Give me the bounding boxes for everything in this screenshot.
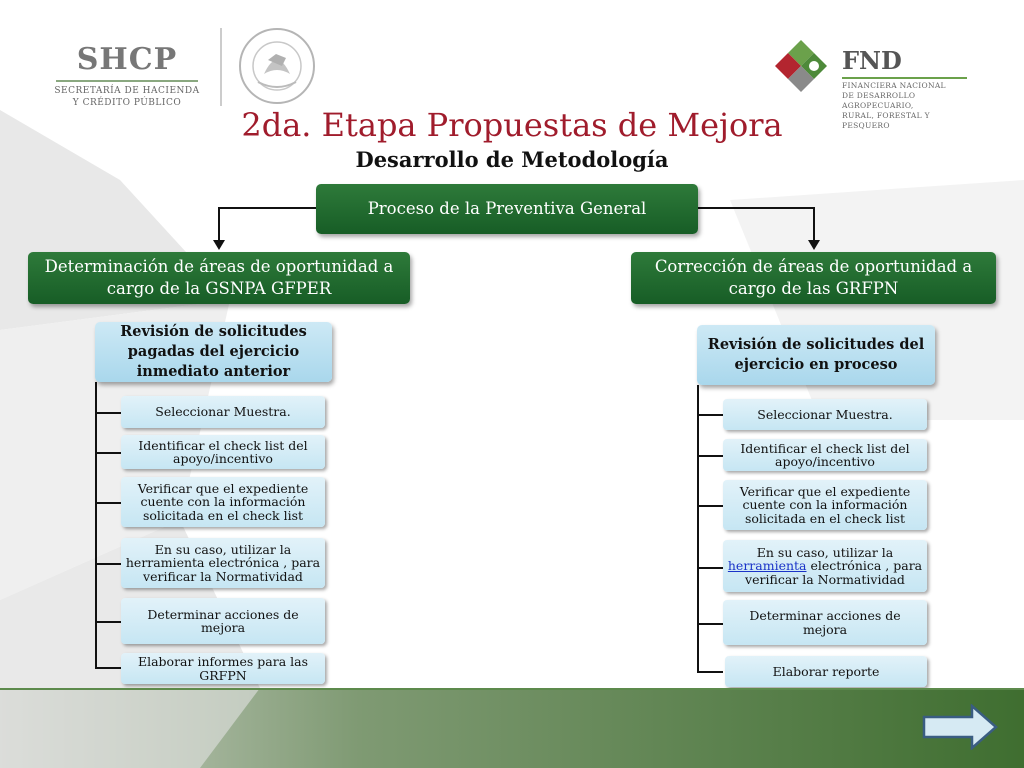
- connector: [218, 207, 318, 209]
- left-spine: [95, 382, 97, 668]
- left-step-5: Determinar acciones de mejora: [121, 598, 325, 644]
- left-step-4: En su caso, utilizar la herramienta electrónica , para verificar la Normatividad: [121, 538, 325, 588]
- shcp-rule: [56, 80, 198, 82]
- fnd-line2: DE DESARROLLO AGROPECUARIO,: [842, 91, 916, 110]
- left-step-1: Seleccionar Muestra.: [121, 396, 325, 428]
- shcp-logo: [52, 42, 202, 109]
- connector: [95, 412, 121, 414]
- right-step-4-pre: En su caso, utilizar la: [756, 544, 894, 560]
- right-arrow-icon[interactable]: [922, 704, 998, 750]
- shcp-name: SHCP: [76, 42, 178, 77]
- right-head-box: Revisión de solicitudes del ejercicio en proceso: [697, 325, 935, 385]
- page-title: 2da. Etapa Propuestas de Mejora: [241, 106, 783, 144]
- right-step-6: Elaborar reporte: [725, 656, 927, 687]
- connector: [698, 207, 814, 209]
- right-step-2: Identificar el check list del apoyo/incentivo: [723, 439, 927, 471]
- root-process-box: Proceso de la Preventiva General: [316, 184, 698, 234]
- connector: [95, 452, 121, 454]
- header-divider: [220, 28, 222, 106]
- shcp-line2: Y CRÉDITO PÚBLICO: [72, 98, 182, 108]
- connector: [697, 623, 723, 625]
- connector: [697, 455, 723, 457]
- left-step-6: Elaborar informes para las GRFPN: [121, 653, 325, 684]
- right-step-5: Determinar acciones de mejora: [723, 600, 927, 645]
- fnd-name: FND: [842, 46, 902, 75]
- connector: [95, 621, 121, 623]
- page-subtitle: Desarrollo de Metodología: [355, 147, 669, 172]
- connector: [95, 667, 121, 669]
- right-branch-box: Corrección de áreas de oportunidad a cargo de las GRFPN: [631, 252, 996, 304]
- arrowhead-icon: [808, 240, 820, 250]
- shcp-line1: SECRETARÍA DE HACIENDA: [54, 86, 200, 96]
- fnd-rule: [842, 77, 967, 79]
- fnd-line3: RURAL, FORESTAL Y PESQUERO: [842, 111, 930, 130]
- right-step-4-post: electrónica , para verificar la Normatividad: [745, 558, 923, 587]
- connector: [697, 414, 723, 416]
- right-spine: [697, 385, 699, 671]
- left-branch-box: Determinación de áreas de oportunidad a cargo de la GSNPA GFPER: [28, 252, 410, 304]
- fnd-emblem-icon: [768, 34, 834, 104]
- connector: [697, 567, 723, 569]
- connector: [95, 563, 121, 565]
- left-step-2: Identificar el check list del apoyo/incentivo: [121, 435, 325, 469]
- mexico-seal-icon: [236, 26, 318, 106]
- right-step-1: Seleccionar Muestra.: [723, 399, 927, 430]
- bottom-bar: [0, 688, 1024, 768]
- connector: [697, 505, 723, 507]
- right-step-4: [723, 540, 927, 592]
- left-head-box: Revisión de solicitudes pagadas del ejercicio inmediato anterior: [95, 322, 332, 382]
- connector: [697, 671, 723, 673]
- fnd-line1: FINANCIERA NACIONAL: [842, 81, 946, 90]
- left-step-3: Verificar que el expediente cuente con la información solicitada en el check list: [121, 477, 325, 527]
- arrowhead-icon: [213, 240, 225, 250]
- herramienta-link[interactable]: herramienta: [727, 558, 807, 574]
- connector: [95, 502, 121, 504]
- right-step-3: Verificar que el expediente cuente con la información solicitada en el check list: [723, 480, 927, 530]
